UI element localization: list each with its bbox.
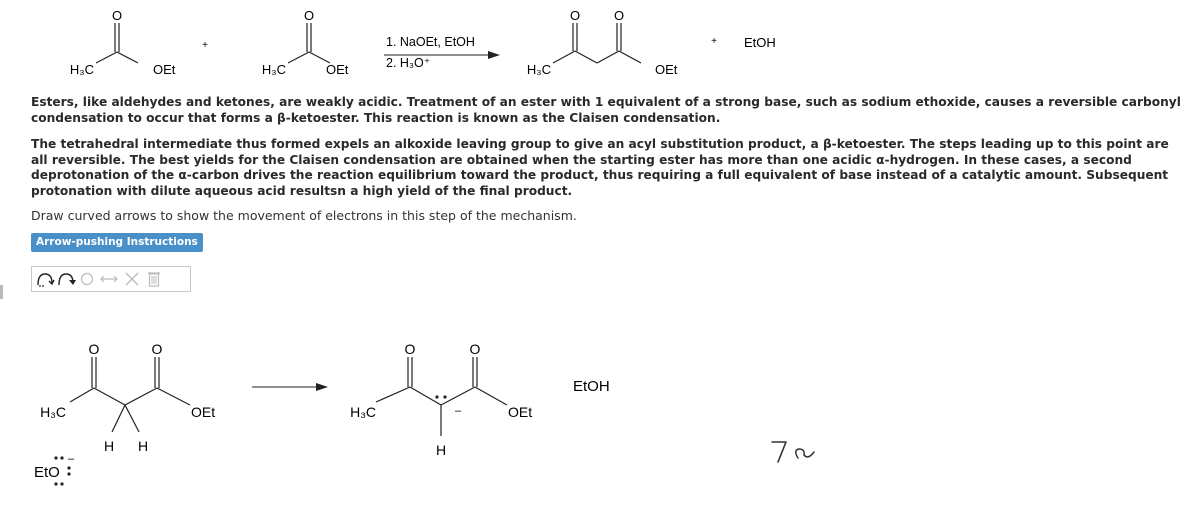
drawing-toolbar [31,266,191,292]
negative-charge: – [68,453,75,465]
plus-sign: + [202,40,208,51]
product-beta-ketoester [527,8,678,77]
methyl-label: H₃C [40,404,66,420]
methyl-label: H₃C [526,62,551,77]
reactant-2 [262,8,349,77]
mechanism-arrow [252,383,328,391]
scroll-edge-marker [0,285,3,299]
ester-o: O [151,341,163,357]
ethoxide-base [34,453,75,486]
single-barb-curved-arrow-icon[interactable] [35,269,55,289]
mechanism-start-structure [40,341,215,454]
ethoxy-label: OEt [655,62,678,77]
ketone-o: O [569,8,581,23]
delete-x-icon[interactable] [122,269,142,289]
reactant-1 [70,8,176,77]
byproduct-etoh: EtOH [573,378,610,395]
methyl-label: H₃C [350,404,376,420]
methyl-label: H₃C [261,62,286,77]
handwritten-note-7a [768,438,828,468]
ethoxide-label: EtO [34,464,60,481]
carbonyl-o: O [111,8,123,23]
carbanion-charge: – [455,405,462,417]
arrow-pushing-instructions-button[interactable]: Arrow-pushing Instructions [31,233,203,252]
double-barb-curved-arrow-icon[interactable] [56,269,76,289]
methyl-label: H₃C [69,62,94,77]
condition-step2: 2. H₃O⁺ [386,56,431,70]
electron-pair-icon[interactable] [78,269,96,289]
ethoxy-label: OEt [191,404,216,420]
paragraph-claisen-intro: Esters, like aldehydes and ketones, are weakly acidic. Treatment of an ester with 1 equivalent of a strong base, such as sodium ethoxide, causes a reversible carbonyl condensation to occur that forms a β-ketoester. This reaction is known as the Claisen condensation. [31,95,1181,125]
paragraph-mechanism-detail: The tetrahedral intermediate thus formed expels an alkoxide leaving group to give an acyl substitution product, a β-ketoester. The steps leading up to this point are all reversible. The best yields for the Claisen condensation are obtained when the starting ester has more than one acidic α-hydrogen. In these cases, a second deprotonation of the α-carbon drives the reaction equilibrium toward the product, thus requiring a full equivalent of base instead of a catalytic amount. Subsequent protonation with dilute aqueous acid resultsn a high yield of the final product. [31,137,1169,198]
resonance-arrow-icon[interactable] [98,269,120,289]
plus-sign: + [711,36,717,47]
ketone-o: O [404,341,416,357]
ethoxy-label: OEt [153,62,176,77]
mechanism-enolate-structure [350,341,532,458]
trash-icon[interactable] [144,269,164,289]
instruction-text: Draw curved arrows to show the movement of electrons in this step of the mechanism. [31,208,577,223]
reaction-scheme [0,0,1200,90]
ethoxy-label: OEt [508,404,533,420]
ester-o: O [613,8,625,23]
alpha-hydrogen: H [435,442,447,458]
ketone-o: O [88,341,100,357]
condition-step1: 1. NaOEt, EtOH [386,35,475,49]
ethoxy-label: OEt [326,62,349,77]
ester-o: O [469,341,481,357]
carbonyl-o: O [303,8,315,23]
byproduct-etoh: EtOH [744,35,776,50]
alpha-hydrogen: H [137,438,149,454]
alpha-hydrogen: H [103,438,115,454]
